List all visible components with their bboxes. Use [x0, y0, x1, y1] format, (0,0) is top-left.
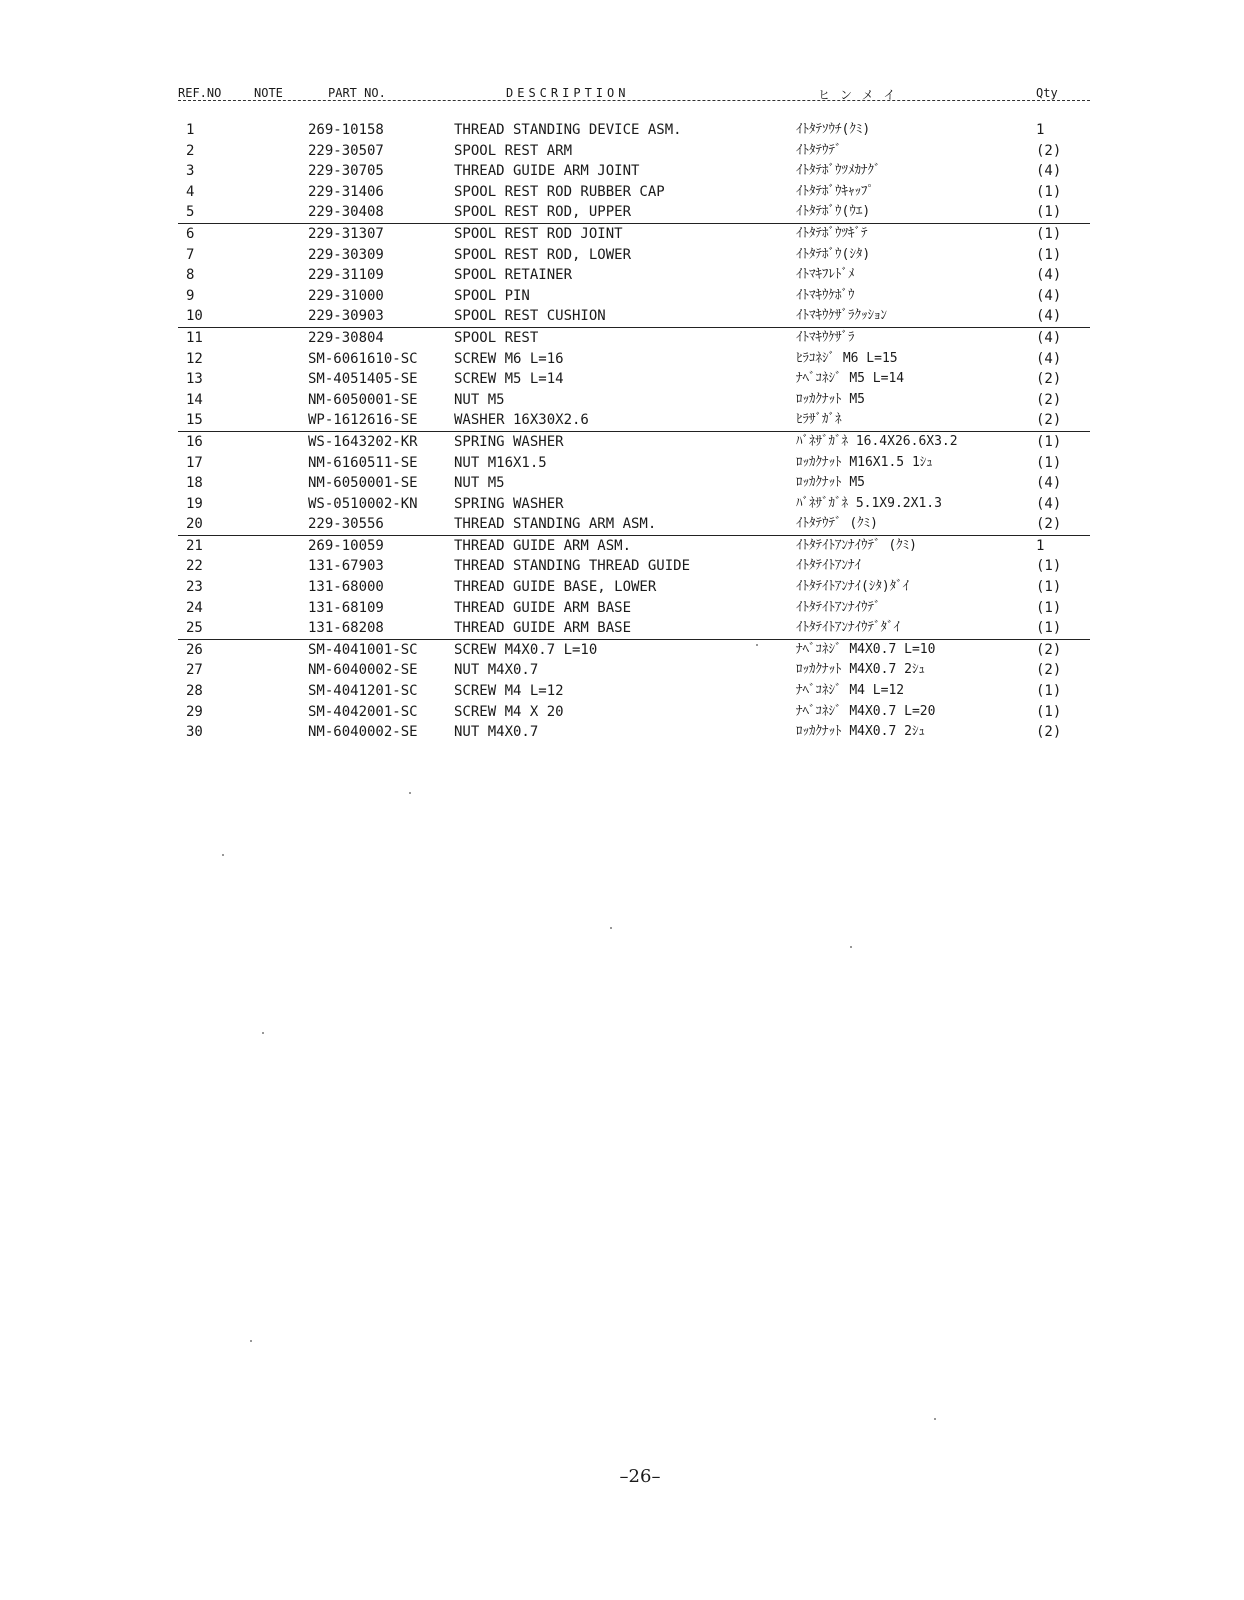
header-part-no: PART NO.: [328, 86, 386, 100]
description-cell: NUT M4X0.7: [454, 662, 539, 679]
table-row: [178, 660, 1090, 681]
ref-no-cell: 2: [186, 142, 195, 159]
description-cell: SPOOL REST ROD, UPPER: [454, 204, 632, 221]
kana-name-cell: ﾋﾗｻﾞｶﾞﾈ: [796, 412, 842, 428]
part-no-cell: 131-68000: [308, 579, 384, 596]
header-qty: Qty: [1036, 86, 1058, 100]
table-row: [178, 722, 1090, 743]
part-no-cell: 131-68208: [308, 620, 384, 637]
scan-speck: [262, 1032, 264, 1034]
kana-name-cell: ｲﾄﾀﾃｳﾃﾞ: [796, 142, 842, 158]
kana-name-cell: ｲﾄﾀﾃｲﾄｱﾝﾅｲ: [796, 558, 861, 574]
ref-no-cell: 30: [186, 724, 203, 741]
description-cell: SPOOL PIN: [454, 287, 530, 304]
ref-no-cell: 19: [186, 495, 203, 512]
part-no-cell: 229-30408: [308, 204, 384, 221]
table-row: [178, 202, 1090, 224]
ref-no-cell: 28: [186, 683, 203, 700]
part-no-cell: 229-30804: [308, 329, 384, 346]
qty-cell: (2): [1036, 391, 1062, 408]
header-note: NOTE: [254, 86, 283, 100]
part-no-cell: WS-1643202-KR: [308, 433, 418, 450]
table-row: [178, 120, 1090, 141]
kana-name-cell: ﾋﾗｺﾈｼﾞ M6 L=15: [796, 350, 898, 366]
description-cell: THREAD GUIDE BASE, LOWER: [454, 579, 657, 596]
scan-speck: [610, 927, 612, 929]
part-no-cell: NM-6160511-SE: [308, 454, 418, 471]
qty-cell: (4): [1036, 308, 1062, 325]
part-no-cell: SM-6061610-SC: [308, 350, 418, 367]
qty-cell: (2): [1036, 641, 1062, 658]
kana-name-cell: ﾛｯｶｸﾅｯﾄ M5: [796, 475, 865, 491]
table-row: [178, 556, 1090, 577]
qty-cell: (2): [1036, 516, 1062, 533]
qty-cell: (2): [1036, 371, 1062, 388]
ref-no-cell: 3: [186, 163, 195, 180]
table-row: [178, 577, 1090, 598]
kana-name-cell: ｲﾄﾀﾃｳﾃﾞ (ｸﾐ): [796, 516, 878, 532]
ref-no-cell: 24: [186, 599, 203, 616]
part-no-cell: 269-10158: [308, 122, 384, 138]
part-no-cell: 229-31000: [308, 287, 384, 304]
part-no-cell: NM-6040002-SE: [308, 724, 418, 741]
header-description: DESCRIPTION: [506, 86, 630, 100]
scan-speck: [250, 1340, 252, 1342]
description-cell: SCREW M4 X 20: [454, 703, 564, 720]
description-cell: SPOOL REST ARM: [454, 142, 573, 159]
table-row: [178, 410, 1090, 432]
description-cell: SPOOL REST ROD RUBBER CAP: [454, 183, 665, 200]
qty-cell: (1): [1036, 620, 1062, 637]
part-no-cell: 229-31109: [308, 267, 384, 284]
table-row: [178, 640, 1090, 661]
ref-no-cell: 18: [186, 475, 203, 492]
ref-no-cell: 23: [186, 579, 203, 596]
qty-cell: (1): [1036, 683, 1062, 700]
part-no-cell: NM-6040002-SE: [308, 662, 418, 679]
qty-cell: (1): [1036, 183, 1062, 200]
description-cell: THREAD GUIDE ARM BASE: [454, 620, 632, 637]
kana-name-cell: ｲﾄﾏｷｳｹｻﾞﾗｸｯｼｮﾝ: [796, 308, 887, 324]
table-row: [178, 432, 1090, 453]
ref-no-cell: 13: [186, 371, 203, 388]
parts-table-body: [178, 120, 1090, 743]
part-no-cell: 229-30903: [308, 308, 384, 325]
part-no-cell: SM-4051405-SE: [308, 371, 418, 388]
ref-no-cell: 9: [186, 287, 195, 304]
ref-no-cell: 29: [186, 703, 203, 720]
description-cell: SPRING WASHER: [454, 433, 564, 450]
table-row: [178, 245, 1090, 266]
part-no-cell: WS-0510002-KN: [308, 495, 418, 512]
description-cell: SPOOL REST: [454, 329, 539, 346]
table-row: [178, 224, 1090, 245]
part-no-cell: SM-4041201-SC: [308, 683, 418, 700]
table-row: [178, 494, 1090, 515]
description-cell: SCREW M4X0.7 L=10: [454, 641, 598, 658]
table-row: [178, 141, 1090, 162]
ref-no-cell: 17: [186, 454, 203, 471]
description-cell: NUT M5: [454, 475, 505, 492]
qty-cell: (2): [1036, 142, 1062, 159]
ref-no-cell: 25: [186, 620, 203, 637]
description-cell: SPOOL REST ROD JOINT: [454, 225, 623, 242]
ref-no-cell: 22: [186, 558, 203, 575]
description-cell: SCREW M5 L=14: [454, 371, 564, 388]
description-cell: THREAD STANDING THREAD GUIDE: [454, 558, 691, 575]
table-row: [178, 681, 1090, 702]
part-no-cell: NM-6050001-SE: [308, 391, 418, 408]
ref-no-cell: 7: [186, 246, 195, 263]
description-cell: SPRING WASHER: [454, 495, 564, 512]
part-no-cell: 229-30705: [308, 163, 384, 180]
kana-name-cell: ｲﾄﾀﾃﾎﾞｳｷｬｯﾌﾟ: [796, 183, 874, 199]
kana-name-cell: ﾅﾍﾞｺﾈｼﾞ M4X0.7 L=20: [796, 703, 936, 719]
kana-name-cell: ﾊﾞﾈｻﾞｶﾞﾈ 16.4X26.6X3.2: [796, 433, 958, 449]
ref-no-cell: 16: [186, 433, 203, 450]
ref-no-cell: 6: [186, 225, 195, 242]
table-row: [178, 702, 1090, 723]
description-cell: THREAD GUIDE ARM JOINT: [454, 163, 640, 180]
description-cell: NUT M5: [454, 391, 505, 408]
kana-name-cell: ｲﾄﾏｷｳｹﾎﾞｳ: [796, 287, 855, 303]
kana-name-cell: ｲﾄﾀﾃｲﾄｱﾝﾅｲｳﾃﾞ (ｸﾐ): [796, 537, 917, 553]
table-row: [178, 306, 1090, 328]
kana-name-cell: ｲﾄﾀﾃﾎﾞｳ(ｳｴ): [796, 204, 871, 220]
qty-cell: (1): [1036, 454, 1062, 471]
kana-name-cell: ｲﾄﾀﾃﾎﾞｳ(ｼﾀ): [796, 246, 871, 262]
table-row: [178, 286, 1090, 307]
description-cell: THREAD GUIDE ARM ASM.: [454, 537, 632, 554]
ref-no-cell: 10: [186, 308, 203, 325]
description-cell: SCREW M6 L=16: [454, 350, 564, 367]
kana-name-cell: ﾛｯｶｸﾅｯﾄ M4X0.7 2ｼｭ: [796, 724, 925, 740]
description-cell: WASHER 16X30X2.6: [454, 412, 589, 429]
qty-cell: (1): [1036, 433, 1062, 450]
part-no-cell: 229-31307: [308, 225, 384, 242]
qty-cell: 1: [1036, 537, 1045, 554]
table-header: [178, 82, 1090, 106]
table-row: [178, 536, 1090, 557]
qty-cell: (1): [1036, 204, 1062, 221]
kana-name-cell: ﾛｯｶｸﾅｯﾄ M4X0.7 2ｼｭ: [796, 662, 925, 678]
qty-cell: (1): [1036, 558, 1062, 575]
kana-name-cell: ﾅﾍﾞｺﾈｼﾞ M4X0.7 L=10: [796, 641, 936, 657]
ref-no-cell: 4: [186, 183, 195, 200]
table-row: [178, 161, 1090, 182]
kana-name-cell: ｲﾄﾀﾃｲﾄｱﾝﾅｲｳﾃﾞ: [796, 599, 881, 615]
header-kana-name: ヒンメイ: [818, 88, 906, 102]
qty-cell: 1: [1036, 122, 1045, 138]
table-row: [178, 182, 1090, 203]
qty-cell: (2): [1036, 724, 1062, 741]
part-no-cell: SM-4042001-SC: [308, 703, 418, 720]
table-row: [178, 328, 1090, 349]
qty-cell: (1): [1036, 599, 1062, 616]
table-row: [178, 473, 1090, 494]
ref-no-cell: 11: [186, 329, 203, 346]
qty-cell: (4): [1036, 267, 1062, 284]
kana-name-cell: ｲﾄﾀﾃﾎﾞｳﾂｷﾞﾃ: [796, 225, 868, 241]
scan-speck: [850, 946, 852, 948]
qty-cell: (1): [1036, 703, 1062, 720]
scan-speck: [934, 1418, 936, 1420]
part-no-cell: 229-31406: [308, 183, 384, 200]
ref-no-cell: 26: [186, 641, 203, 658]
ref-no-cell: 14: [186, 391, 203, 408]
part-no-cell: 229-30309: [308, 246, 384, 263]
table-row: [178, 349, 1090, 370]
description-cell: SPOOL REST CUSHION: [454, 308, 606, 325]
qty-cell: (1): [1036, 579, 1062, 596]
kana-name-cell: ﾊﾞﾈｻﾞｶﾞﾈ 5.1X9.2X1.3: [796, 495, 942, 511]
part-no-cell: WP-1612616-SE: [308, 412, 418, 429]
qty-cell: (4): [1036, 163, 1062, 180]
ref-no-cell: 8: [186, 267, 195, 284]
kana-name-cell: ﾛｯｶｸﾅｯﾄ M16X1.5 1ｼｭ: [796, 454, 933, 470]
header-ref-no: REF.NO: [178, 86, 222, 100]
part-no-cell: 229-30556: [308, 516, 384, 533]
kana-name-cell: ｲﾄﾏｷｳｹｻﾞﾗ: [796, 329, 855, 345]
qty-cell: (1): [1036, 225, 1062, 242]
description-cell: THREAD GUIDE ARM BASE: [454, 599, 632, 616]
part-no-cell: 131-67903: [308, 558, 384, 575]
table-row: [178, 618, 1090, 640]
description-cell: NUT M16X1.5: [454, 454, 547, 471]
ref-no-cell: 12: [186, 350, 203, 367]
table-row: [178, 265, 1090, 286]
scan-speck: [756, 644, 758, 646]
ref-no-cell: 27: [186, 662, 203, 679]
qty-cell: (2): [1036, 662, 1062, 679]
qty-cell: (4): [1036, 495, 1062, 512]
description-cell: THREAD STANDING ARM ASM.: [454, 516, 657, 533]
header-dashed-rule: [178, 100, 1090, 101]
kana-name-cell: ﾅﾍﾞｺﾈｼﾞ M5 L=14: [796, 371, 905, 387]
description-cell: SPOOL REST ROD, LOWER: [454, 246, 632, 263]
qty-cell: (4): [1036, 350, 1062, 367]
description-cell: NUT M4X0.7: [454, 724, 539, 741]
qty-cell: (4): [1036, 475, 1062, 492]
ref-no-cell: 21: [186, 537, 203, 554]
ref-no-cell: 15: [186, 412, 203, 429]
qty-cell: (4): [1036, 329, 1062, 346]
part-no-cell: SM-4041001-SC: [308, 641, 418, 658]
qty-cell: (1): [1036, 246, 1062, 263]
scan-speck: [222, 854, 224, 856]
ref-no-cell: 20: [186, 516, 203, 533]
kana-name-cell: ｲﾄﾀﾃｲﾄｱﾝﾅｲ(ｼﾀ)ﾀﾞｲ: [796, 579, 910, 595]
kana-name-cell: ｲﾄﾀﾃｲﾄｱﾝﾅｲｳﾃﾞﾀﾞｲ: [796, 620, 900, 636]
part-no-cell: 229-30507: [308, 142, 384, 159]
qty-cell: (2): [1036, 412, 1062, 429]
ref-no-cell: 1: [186, 122, 195, 138]
description-cell: SCREW M4 L=12: [454, 683, 564, 700]
kana-name-cell: ｲﾄﾀﾃｿｳﾁ(ｸﾐ): [796, 122, 871, 137]
table-row: [178, 369, 1090, 390]
table-row: [178, 390, 1090, 411]
kana-name-cell: ﾛｯｶｸﾅｯﾄ M5: [796, 391, 865, 407]
page-number: –26–: [619, 1466, 661, 1487]
part-no-cell: 131-68109: [308, 599, 384, 616]
table-row: [178, 514, 1090, 536]
qty-cell: (4): [1036, 287, 1062, 304]
part-no-cell: NM-6050001-SE: [308, 475, 418, 492]
description-cell: THREAD STANDING DEVICE ASM.: [454, 122, 682, 138]
ref-no-cell: 5: [186, 204, 195, 221]
kana-name-cell: ﾅﾍﾞｺﾈｼﾞ M4 L=12: [796, 683, 905, 699]
scan-speck: [409, 792, 411, 794]
kana-name-cell: ｲﾄﾏｷﾌﾚﾄﾞﾒ: [796, 267, 855, 283]
table-row: [178, 453, 1090, 474]
table-row: [178, 598, 1090, 619]
kana-name-cell: ｲﾄﾀﾃﾎﾞｳﾂﾒｶﾅｸﾞ: [796, 163, 881, 179]
description-cell: SPOOL RETAINER: [454, 267, 573, 284]
part-no-cell: 269-10059: [308, 537, 384, 554]
